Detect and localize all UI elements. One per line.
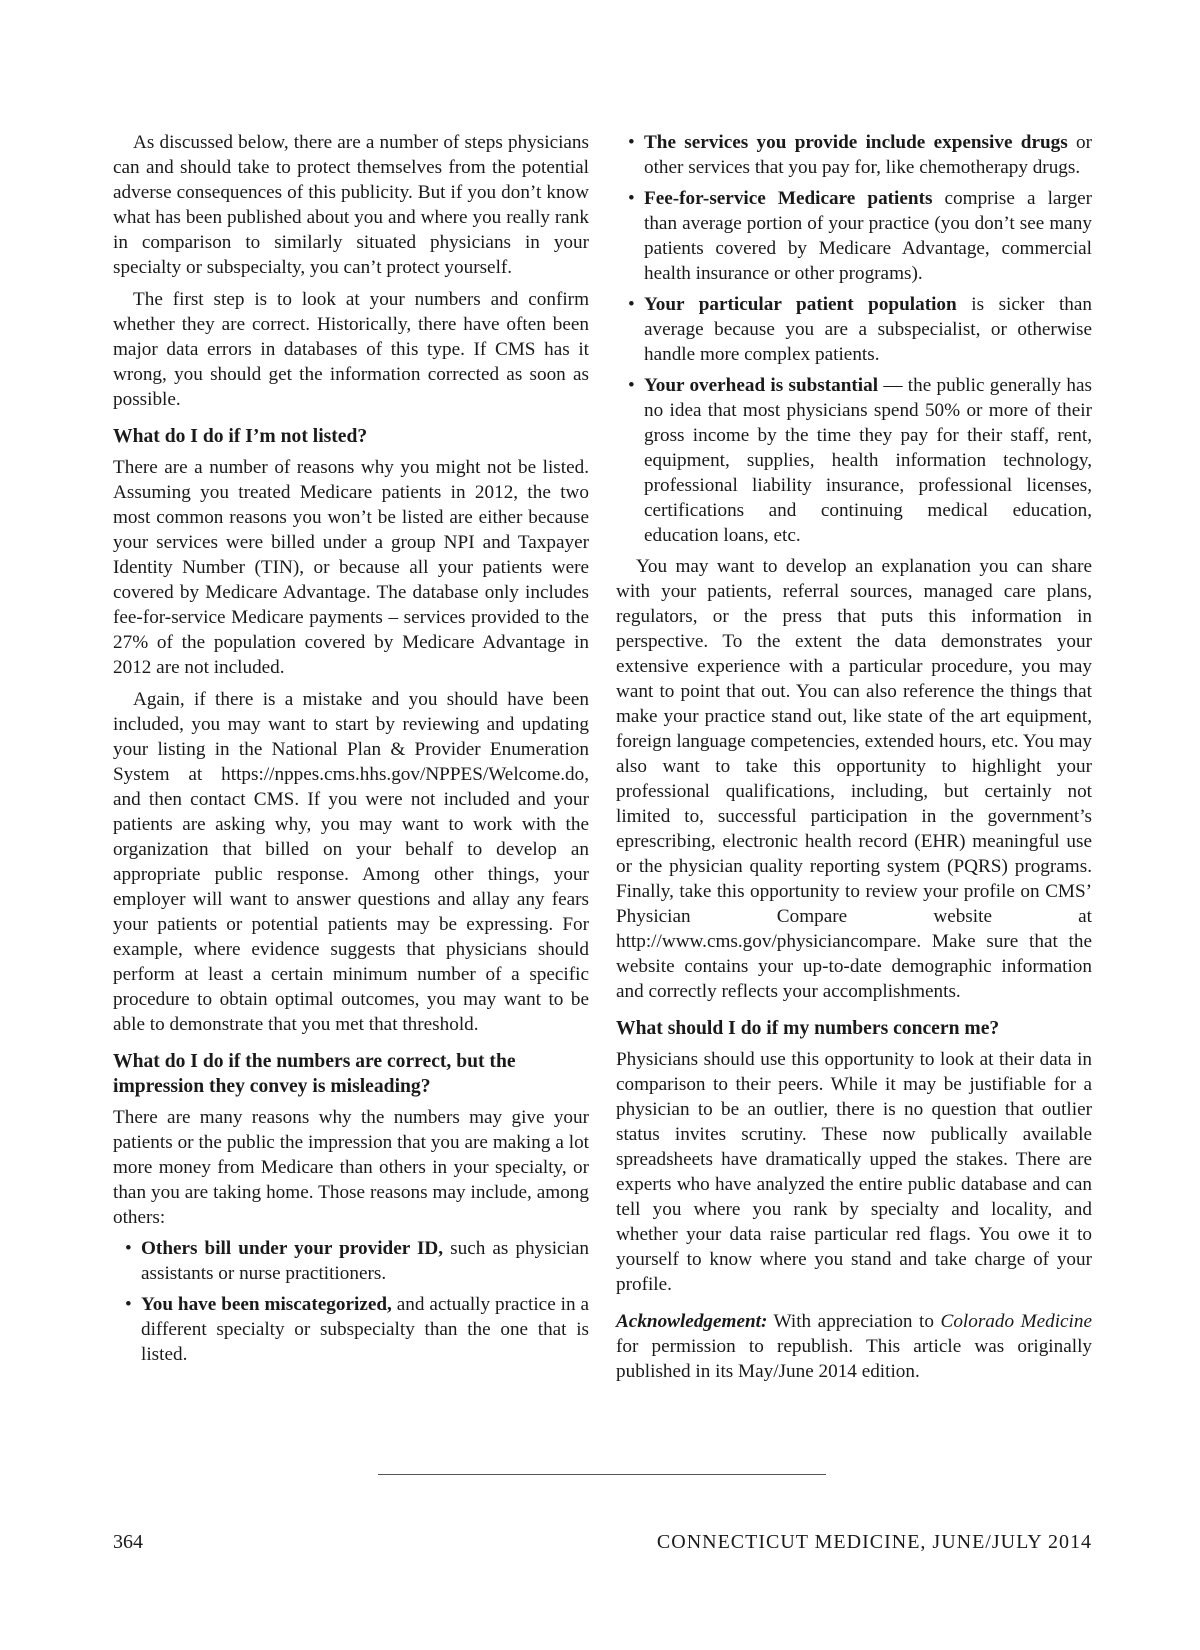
list-item-text: or other services that you pay for, like chemotherapy drugs. — [644, 132, 1092, 178]
body-paragraph: There are a number of reasons why you might not be listed. Assuming you treated Medicare patients in 2012, the two most common reasons you won’t be listed are either because your services were billed under a group NPI and Taxpayer Identity Number (TIN), or because all your patients were covered by Medicare Advantage. The database only includes fee-for-service Medicare payments – services provided to the 27% of the population covered by Medicare Advantage in 2012 are not included. — [113, 457, 589, 678]
reasons-list-continued — [616, 130, 1092, 548]
page-number: 364 — [113, 1531, 143, 1553]
footer-divider — [378, 1474, 826, 1475]
list-item — [644, 292, 1092, 367]
acknowledgement — [616, 1309, 1092, 1384]
list-item — [644, 130, 1092, 180]
publication-name: Colorado Medicine — [940, 1311, 1092, 1332]
list-item-lead: Your overhead is substantial — [644, 375, 879, 396]
right-column — [616, 130, 1092, 1384]
list-item-lead: Others bill under your provider ID, — [141, 1238, 444, 1259]
acknowledgement-label: Acknowledgement: — [616, 1311, 768, 1332]
left-column — [113, 130, 589, 1373]
list-item-text: is sicker than average because you are a subspecialist, or otherwise handle more complex patients. — [644, 294, 1092, 365]
body-paragraph: You may want to develop an explanation you can share with your patients, referral sources, managed care plans, regulators, or the press that puts this information in perspective. To the extent the data demonstrates your extensive experience with a particular procedure, you may want to point that out. You can also reference the things that make your practice stand out, like state of the art equipment, foreign language competencies, extended hours, etc. You may also want to take this opportunity to highlight your professional qualifications, including, but certainly not limited to, successful participation in the government’s eprescribing, electronic health record (EHR) meaningful use or the physician quality reporting system (PQRS) programs. Finally, take this opportunity to review your profile on CMS’ Physician Compare website at http://www.cms.gov/physiciancompare. Make sure that the website contains your up-to-date demographic information and correctly reflects your accomplishments. — [616, 556, 1092, 1002]
running-footer: CONNECTICUT MEDICINE, JUNE/JULY 2014 — [656, 1531, 1092, 1553]
section-heading-concern: What should I do if my numbers concern me? — [616, 1018, 1000, 1039]
list-item-text: comprise a larger than average portion of your practice (you don’t see many patients covered by Medicare Advantage, commercial health insurance or other programs). — [644, 188, 1092, 284]
body-paragraph: There are many reasons why the numbers may give your patients or the public the impression that you are making a lot more money from Medicare than others in your specialty, or than you are taking home. Those reasons may include, among others: — [113, 1107, 589, 1228]
list-item — [141, 1292, 589, 1367]
list-item-text: such as physician assistants or nurse practitioners. — [141, 1238, 589, 1284]
list-item-lead: You have been miscategorized, — [141, 1294, 392, 1315]
list-item — [141, 1236, 589, 1286]
list-item-lead: The services you provide include expensive drugs — [644, 132, 1068, 153]
body-paragraph: As discussed below, there are a number of steps physicians can and should take to protect themselves from the potential adverse consequences of this publicity. But if you don’t know what has been published about you and where you really rank in comparison to similarly situated physicians in your specialty or subspecialty, you can’t protect yourself. — [113, 132, 589, 278]
list-item — [644, 373, 1092, 548]
body-paragraph: Physicians should use this opportunity to look at their data in comparison to their peers. While it may be justifiable for a physician to be an outlier, there is no question that outlier status invites scrutiny. These now publically available spreadsheets have dramatically upped the stakes. There are experts who have analyzed the entire public database and can tell you where you rank by specialty and locality, and whether your data raise particular red flags. You owe it to yourself to know where you stand and take charge of your profile. — [616, 1049, 1092, 1295]
reasons-list — [113, 1236, 589, 1367]
acknowledgement-text: With appreciation to — [767, 1311, 941, 1332]
list-item — [644, 186, 1092, 286]
body-paragraph: Again, if there is a mistake and you should have been included, you may want to start by reviewing and updating your listing in the National Plan & Provider Enumeration System at https://nppes.cms.hhs.gov/NPPES/Welcome.do, and then contact CMS. If you were not included and your patients are asking why, you may want to work with the organization that billed on your behalf to develop an appropriate public response. Among other things, your employer will want to answer questions and allay any fears your patients or potential patients may be expressing. For example, where evidence suggests that physicians should perform at least a certain minimum number of a specific procedure to obtain optimal outcomes, you may want to be able to demonstrate that you met that threshold. — [113, 689, 589, 1035]
list-item-lead: Your particular patient population — [644, 294, 957, 315]
acknowledgement-text: for permission to republish. This article was originally published in its May/June 2014 edition. — [616, 1336, 1092, 1382]
section-heading-misleading: What do I do if the numbers are correct, but the impression they convey is misleading? — [113, 1051, 516, 1097]
list-item-text: and actually practice in a different specialty or subspecialty than the one that is listed. — [141, 1294, 589, 1365]
list-item-lead: Fee-for-service Medicare patients — [644, 188, 933, 209]
section-heading-not-listed: What do I do if I’m not listed? — [113, 426, 368, 447]
list-item-text: — the public generally has no idea that most physicians spend 50% or more of their gross income by the time they pay for their staff, rent, equipment, supplies, health information technology, professional liability insurance, professional licenses, certifications and continuing medical education, education loans, etc. — [644, 375, 1093, 546]
body-paragraph: The first step is to look at your numbers and confirm whether they are correct. Historically, there have often been major data errors in databases of this type. If CMS has it wrong, you should get the information corrected as soon as possible. — [113, 289, 589, 410]
